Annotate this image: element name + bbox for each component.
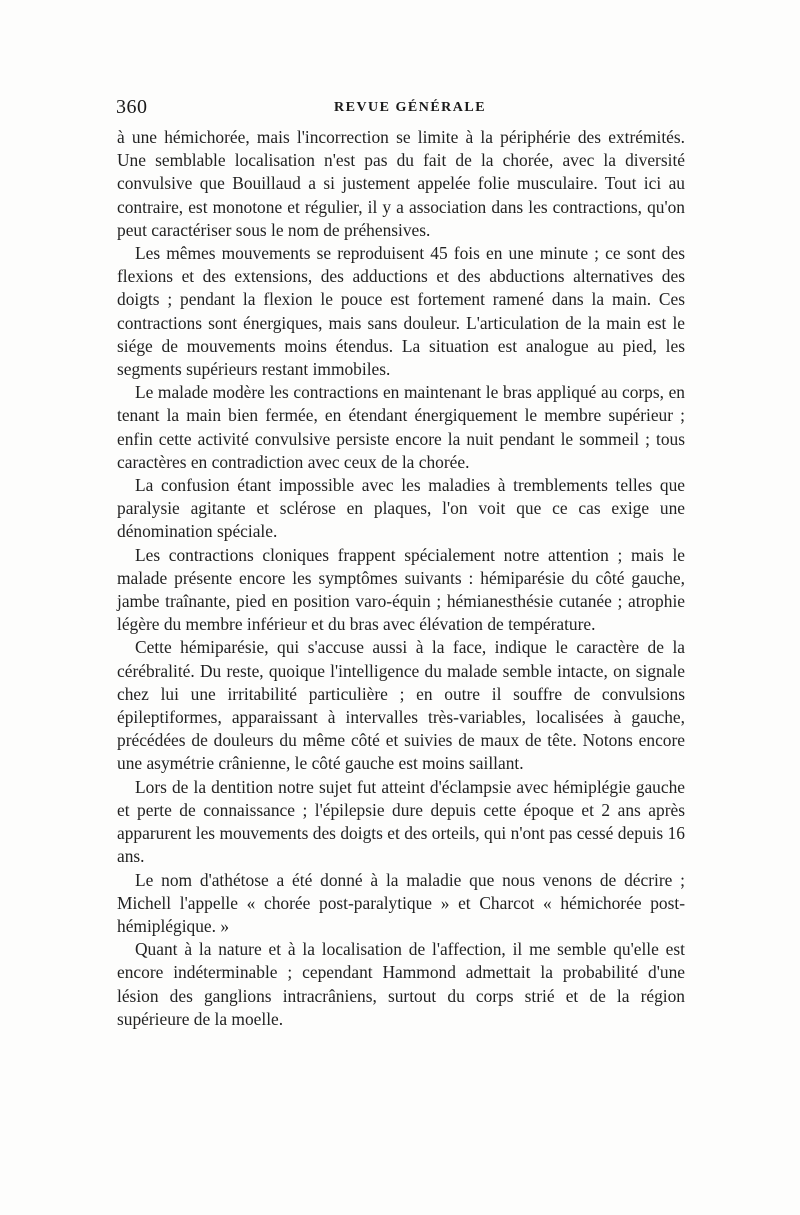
page-header <box>116 96 686 122</box>
paragraph: Les mêmes mouvements se reproduisent 45 fois en une minute ; ce sont des flexions et des extensions, des adductions et des abductions alternatives des doigts ; pendant la flexion le pouce est fortement ramené dans la main. Ces contractions sont énergiques, mais sans douleur. L'articulation de la main est le siége de mouvements moins étendus. La situation est analogue au pied, les segments supérieurs restant immobiles. <box>117 243 685 380</box>
page-number: 360 <box>116 96 148 118</box>
paragraph: Lors de la dentition notre sujet fut atteint d'éclampsie avec hémiplégie gauche et perte de connaissance ; l'épilepsie dure depuis cette époque et 2 ans après apparurent les mouvements des doigts et des orteils, qui n'ont pas cessé depuis 16 ans. <box>117 776 685 867</box>
paragraph: Le nom d'athétose a été donné à la maladie que nous venons de décrire ; Michell l'appelle « chorée post-paralytique » et Charcot « hémichorée post-hémiplégique. » <box>117 869 685 936</box>
paragraph: Le malade modère les contractions en maintenant le bras appliqué au corps, en tenant la main bien fermée, en étendant énergiquement le membre supérieur ; enfin cette activité convulsive persiste encore la nuit pendant le sommeil ; tous caractères en contradiction avec ceux de la chorée. <box>117 382 685 472</box>
running-head: REVUE GÉNÉRALE <box>334 100 487 115</box>
paragraph: Les contractions cloniques frappent spécialement notre attention ; mais le malade présente encore les symptômes suivants : hémiparésie du côté gauche, jambe traînante, pied en position varo-équin ; hémianesthésie cutanée ; atrophie légère du membre inférieur et du bras avec élévation de température. <box>117 544 685 635</box>
paragraph: à une hémichorée, mais l'incorrection se limite à la périphérie des extrémités. Une semblable localisation n'est pas du fait de la chorée, avec la diversité convulsive que Bouillaud a si justement appelée folie musculaire. Tout ici au contraire, est monotone et régulier, il y a association dans les contractions, qu'on peut caractériser sous le nom de préhensives. <box>117 127 685 240</box>
body-text <box>117 126 685 1031</box>
paragraph: Quant à la nature et à la localisation de l'affection, il me semble qu'elle est encore indéterminable ; cependant Hammond admettait la probabilité d'une lésion des ganglions intracrâniens, surtout du corps strié et de la région supérieure de la moelle. <box>117 939 685 1029</box>
paragraph: La confusion étant impossible avec les maladies à tremblements telles que paralysie agitante et sclérose en plaques, l'on voit que ce cas exige une dénomination spéciale. <box>117 475 685 542</box>
paragraph: Cette hémiparésie, qui s'accuse aussi à la face, indique le caractère de la cérébralité. Du reste, quoique l'intelligence du malade semble intacte, on signale chez lui une irritabilité particulière ; en outre il souffre de convulsions épileptiformes, apparaissant à intervalles très-variables, localisées à gauche, précédées de douleurs du même côté et suivies de maux de tête. Notons encore une asymétrie crânienne, le côté gauche est moins saillant. <box>117 637 685 774</box>
